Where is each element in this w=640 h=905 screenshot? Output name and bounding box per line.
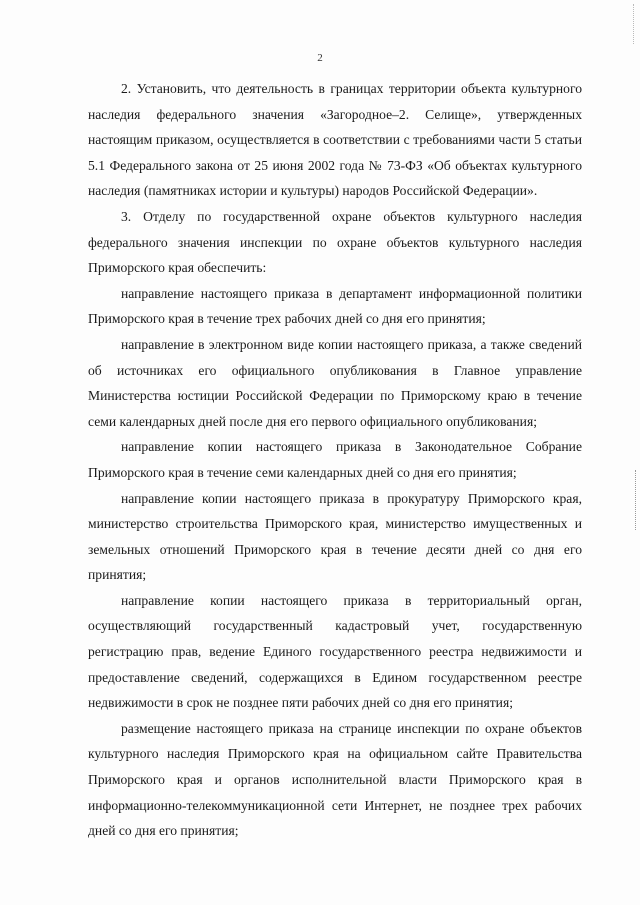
scan-edge-mark	[632, 4, 634, 44]
paragraph-subitem-website: размещение настоящего приказа на странице инспекции по охране объектов культурного наследия Приморского края на официальном сайте Правительства Приморского края и органов исполнительной власти Приморского края в информационно-телекоммуникационной сети Интернет, не позднее трех рабочих дней со дня его принятия;	[88, 720, 582, 839]
paragraph-subitem-legislative-assembly: направление копии настоящего приказа в Законодательное Собрание Приморского края в течение семи календарных дней со дня его принятия;	[88, 439, 582, 480]
paragraph-subitem-cadastral: направление копии настоящего приказа в территориальный орган, осуществляющий государственный кадастровый учет, государственную регистрацию прав, ведение Единого государственного реестра недвижимости и предоставление сведений, содержащихся в Едином государственном реестре недвижимости в срок не позднее пяти рабочих дней со дня его принятия;	[88, 592, 582, 711]
paragraph-item-2: 2. Установить, что деятельность в границах территории объекта культурного наследия федерального значения «Загородное–2. Селище», утвержденных настоящим приказом, осуществляется в соответствии с требованиями части 5 статьи 5.1 Федерального закона от 25 июня 2002 года № 73-ФЗ «Об объектах культурного наследия (памятниках истории и культуры) народов Российской Федерации».	[88, 81, 582, 199]
document-body	[88, 76, 582, 844]
page-number: 2	[317, 52, 323, 64]
paragraph-subitem-prosecutor: направление копии настоящего приказа в прокуратуру Приморского края, министерство строительства Приморского края, министерство имущественных и земельных отношений Приморского края в течение десяти дней со дня его принятия;	[88, 490, 582, 583]
paragraph-subitem-info-policy: направление настоящего приказа в департамент информационной политики Приморского края в течение трех рабочих дней со дня его принятия;	[88, 285, 582, 327]
paragraph-subitem-ministry-justice: направление в электронном виде копии настоящего приказа, а также сведений об источниках его официального опубликования в Главное управление Министерства юстиции Российской Федерации по Приморскому краю в течение семи календарных дней после дня его первого официального опубликования;	[88, 336, 582, 429]
paragraph-item-3: 3. Отделу по государственной охране объектов культурного наследия федерального значения инспекции по охране объектов культурного наследия Приморского края обеспечить:	[88, 208, 582, 276]
scan-edge-mark	[634, 470, 636, 530]
